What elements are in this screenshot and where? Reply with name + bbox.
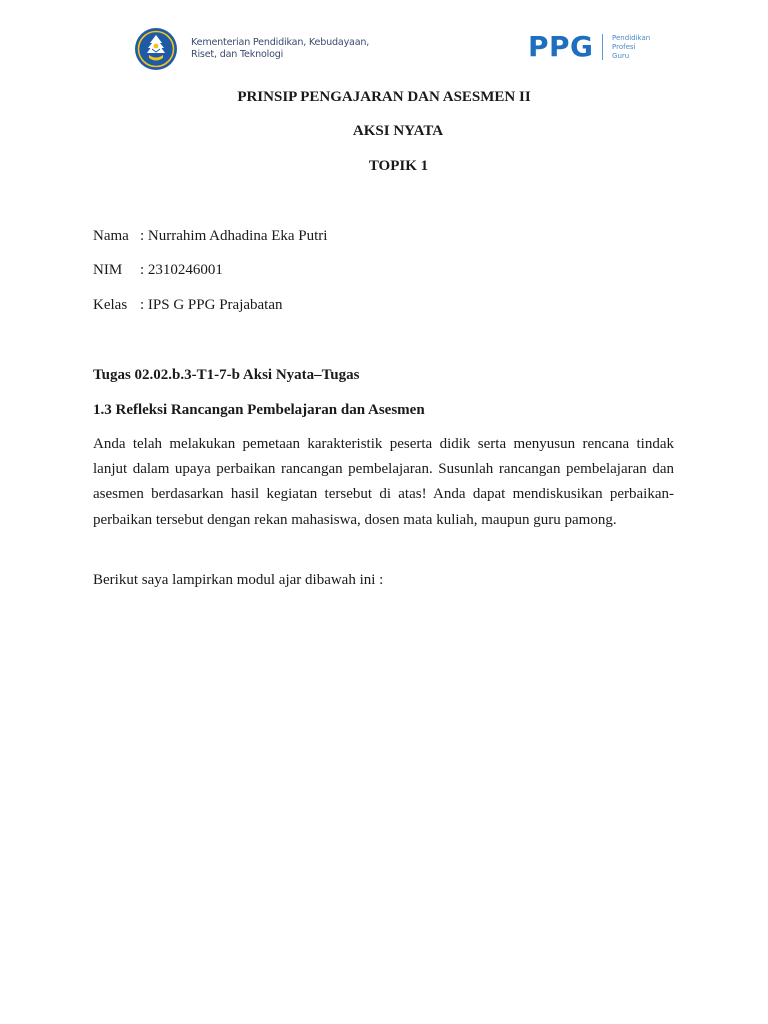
document-subtitle: AKSI NYATA <box>352 123 444 139</box>
ppg-subtitle <box>612 34 650 61</box>
nim-label: NIM <box>93 262 123 278</box>
nama-label: Nama <box>93 228 129 244</box>
ppg-subtitle-line-2: Profesi <box>612 42 636 51</box>
ppg-subtitle-line-1: Pendidikan <box>612 33 651 42</box>
ppg-subtitle-line-3: Guru <box>612 51 630 60</box>
ppg-divider <box>602 34 604 60</box>
ministry-name <box>191 37 369 61</box>
document-topic: TOPIK 1 <box>368 158 429 174</box>
nim-value: : 2310246001 <box>140 262 223 278</box>
document-title: PRINSIP PENGAJARAN DAN ASESMEN II <box>237 89 531 105</box>
identity-row-nim <box>93 261 223 279</box>
identity-row-nama <box>93 227 327 245</box>
identity-row-kelas <box>93 296 283 314</box>
instruction-paragraph: Anda telah melakukan pemetaan karakteristik peserta didik serta menyusun rencana tindak lanjut dalam upaya perbaikan rancangan pembelajaran. Susunlah rancangan pembelajaran dan asesmen berdasarkan hasil kegiatan tersebut di atas! Anda dapat mendiskusikan perbaikan-perbaikan tersebut dengan rekan mahasiswa, dosen mata kuliah, maupun guru pamong. <box>93 436 674 528</box>
section-heading: 1.3 Refleksi Rancangan Pembelajaran dan Asesmen <box>93 402 425 418</box>
ministry-logo <box>133 27 369 71</box>
tut-wuri-handayani-emblem-icon <box>133 27 179 71</box>
kelas-label: Kelas <box>93 297 128 313</box>
nama-value: : Nurrahim Adhadina Eka Putri <box>140 228 328 244</box>
ppg-wordmark: PPG <box>528 30 594 63</box>
task-heading: Tugas 02.02.b.3-T1-7-b Aksi Nyata–Tugas <box>93 367 360 383</box>
ministry-name-line-1: Kementerian Pendidikan, Kebudayaan, <box>191 37 370 48</box>
kelas-value: : IPS G PPG Prajabatan <box>140 297 283 313</box>
closing-line: Berikut saya lampirkan modul ajar dibawah ini : <box>93 572 384 588</box>
ppg-logo <box>528 32 650 62</box>
ministry-name-line-2: Riset, dan Teknologi <box>191 49 284 60</box>
